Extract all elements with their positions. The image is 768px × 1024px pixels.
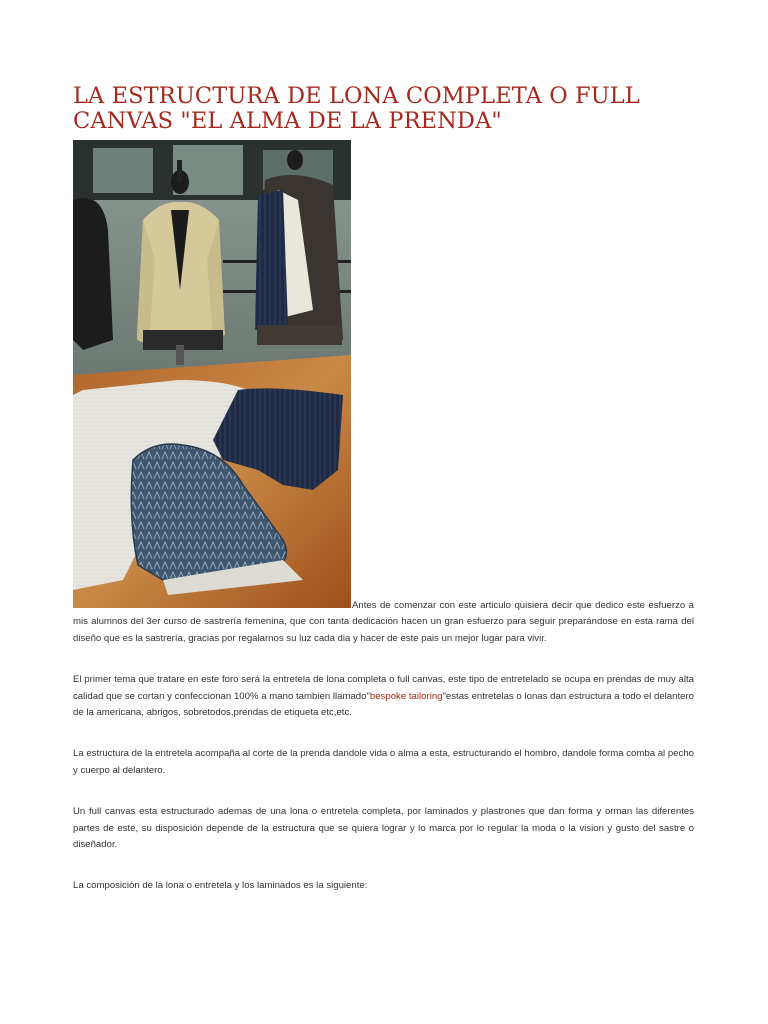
article-title: LA ESTRUCTURA DE LONA COMPLETA O FULL CANVAS "EL ALMA DE LA PRENDA" bbox=[73, 83, 640, 134]
paragraph-2 bbox=[73, 672, 694, 721]
paragraph-4: Un full canvas esta estructurado ademas de una lona o entretela completa, por laminados y plastrones que dan forma y orman las diferentes partes de este, su disposición depende de la estructura que se quiera lograr y lo marca por lo regular la moda o la vision y gusto del sastre o diseñador. bbox=[73, 806, 694, 851]
paragraph-5: La composición de la lona o entretela y los laminados es la siguiente: bbox=[73, 880, 368, 892]
paragraph-intro bbox=[73, 140, 694, 647]
bespoke-tailoring-link[interactable]: bespoke tailoring bbox=[369, 690, 443, 702]
intro-text: Antes de comenzar con este articulo quisiera decir que dedico este esfuerzo a mis alumnos del 3er curso de sastrería femenina, que con tanta dedicación hacen un gran esfuerzo para seguir preparándose en esta rama del diseño que es la sastrería, gracias por regalarnos su luz cada dia y hacer de este pais un mejor lugar para vivir. bbox=[73, 600, 694, 644]
paragraph-2-text-after: "estas entretelas o lonas dan estructura a todo el delantero de la americana, abrigos, sobretodos,prendas de etiqueta etc,etc. bbox=[73, 690, 694, 719]
paragraph-2-text-before: El primer tema que tratare en este foro será la entretela de lona completa o full canvas, este tipo de entretelado se ocupa en prendas de muy alta calidad que se cortan y confeccionan 100% a mano tambien llamado" bbox=[73, 674, 694, 702]
article bbox=[73, 84, 694, 895]
tailoring-photo bbox=[73, 140, 351, 608]
paragraph-3: La estructura de la entretela acompaña al corte de la prenda dandole vida o alma a esta, estructurando el hombro, dandole forma comba al pecho y cuerpo al delantero. bbox=[73, 748, 694, 776]
